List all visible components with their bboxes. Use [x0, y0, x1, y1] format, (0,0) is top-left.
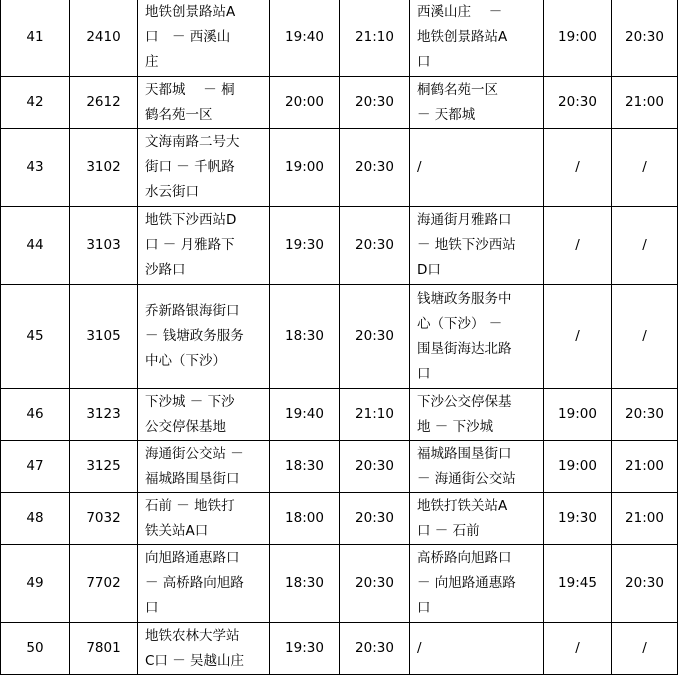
- stop-line: － 地铁下沙西站: [417, 237, 516, 253]
- stop-line: 海通街月雅路口: [417, 212, 512, 228]
- stop-line: 口: [417, 365, 431, 382]
- stop-line: 海通街公交站 －: [145, 445, 244, 462]
- table-body: [1, 0, 678, 675]
- table-row: [1, 129, 678, 207]
- direction2-stops: [410, 129, 544, 207]
- stop-line: 石前 － 地铁打: [145, 497, 235, 514]
- row-number: 50: [1, 623, 70, 675]
- direction1-end-time: 20:30: [340, 207, 410, 285]
- stop-line: 下沙城 － 下沙: [145, 393, 235, 410]
- direction2-start-time: /: [544, 129, 612, 207]
- stop-line: 鹤名苑一区: [145, 106, 213, 123]
- route-number: 3123: [70, 389, 138, 441]
- stop-line: － 高桥路向旭路: [145, 575, 244, 591]
- stop-line: － 海通街公交站: [417, 470, 516, 487]
- direction2-stops: [410, 207, 544, 285]
- direction2-end-time: /: [612, 129, 678, 207]
- direction1-end-time: 21:10: [340, 389, 410, 441]
- direction1-stops: [138, 389, 270, 441]
- direction1-stops: [138, 493, 270, 545]
- direction1-start-time: 18:00: [270, 493, 340, 545]
- row-number: 44: [1, 207, 70, 285]
- direction2-end-time: 21:00: [612, 441, 678, 493]
- stop-line: 口 － 月雅路下: [145, 237, 235, 253]
- direction1-stops: [138, 623, 270, 675]
- direction2-stops: [410, 389, 544, 441]
- direction2-stops: [410, 441, 544, 493]
- direction1-stops: [138, 207, 270, 285]
- row-number: 48: [1, 493, 70, 545]
- direction2-start-time: /: [544, 285, 612, 389]
- stop-line: 地铁创景路站A: [417, 29, 508, 45]
- route-number: 3103: [70, 207, 138, 285]
- table-row: [1, 285, 678, 389]
- direction2-start-time: /: [544, 623, 612, 675]
- direction2-start-time: 19:00: [544, 389, 612, 441]
- stop-line: 地铁农林大学站: [145, 627, 240, 644]
- stop-line: 地 － 下沙城: [417, 418, 494, 435]
- direction2-stops: [410, 285, 544, 389]
- stop-line: － 钱塘政务服务: [145, 328, 244, 344]
- stop-line: 下沙公交停保基: [417, 393, 512, 410]
- direction2-end-time: 21:00: [612, 493, 678, 545]
- row-number: 45: [1, 285, 70, 389]
- direction2-stops: [410, 623, 544, 675]
- table-row: [1, 0, 678, 77]
- direction2-end-time: 20:30: [612, 389, 678, 441]
- stop-line: 水云街口: [145, 184, 199, 200]
- stop-line: 心（下沙） －: [417, 315, 503, 332]
- stop-line: 铁关站A口: [145, 522, 209, 539]
- stop-line: 福城路围垦街口: [145, 470, 240, 487]
- direction2-stops: [410, 493, 544, 545]
- stop-line: 围垦街海达北路: [417, 340, 512, 357]
- stop-line: 福城路围垦街口: [417, 445, 512, 462]
- stop-line: 中心（下沙）: [145, 353, 226, 369]
- stop-line: 口: [417, 600, 431, 616]
- direction1-start-time: 19:30: [270, 623, 340, 675]
- direction2-start-time: 19:30: [544, 493, 612, 545]
- direction1-start-time: 19:00: [270, 129, 340, 207]
- stop-line: 地铁打铁关站A: [417, 497, 508, 514]
- direction2-start-time: 19:45: [544, 545, 612, 623]
- table-row: [1, 207, 678, 285]
- direction2-end-time: 20:30: [612, 545, 678, 623]
- direction1-start-time: 19:40: [270, 389, 340, 441]
- direction1-end-time: 21:10: [340, 0, 410, 77]
- direction1-start-time: 19:40: [270, 0, 340, 77]
- direction2-end-time: 21:00: [612, 77, 678, 129]
- direction1-end-time: 20:30: [340, 285, 410, 389]
- stop-line: 钱塘政务服务中: [417, 290, 512, 307]
- table-row: [1, 77, 678, 129]
- direction1-end-time: 20:30: [340, 545, 410, 623]
- direction1-end-time: 20:30: [340, 129, 410, 207]
- stop-line: 口 － 石前: [417, 522, 480, 539]
- direction2-start-time: 20:30: [544, 77, 612, 129]
- stop-line: 桐鹤名苑一区: [417, 81, 498, 98]
- stop-line: 天都城 － 桐: [145, 81, 235, 98]
- direction1-end-time: 20:30: [340, 441, 410, 493]
- stop-line: 公交停保基地: [145, 418, 226, 435]
- route-number: 2612: [70, 77, 138, 129]
- table-row: [1, 441, 678, 493]
- direction1-stops: [138, 129, 270, 207]
- stop-line: C口 － 吴越山庄: [145, 652, 245, 669]
- direction1-stops: [138, 441, 270, 493]
- direction1-stops: [138, 77, 270, 129]
- route-number: 7702: [70, 545, 138, 623]
- route-number: 2410: [70, 0, 138, 77]
- direction2-end-time: /: [612, 623, 678, 675]
- row-number: 41: [1, 0, 70, 77]
- direction1-end-time: 20:30: [340, 623, 410, 675]
- stop-line: /: [417, 159, 422, 175]
- stop-line: 地铁创景路站A: [145, 4, 236, 20]
- stop-line: 文海南路二号大: [145, 134, 240, 150]
- direction1-start-time: 18:30: [270, 441, 340, 493]
- direction1-start-time: 18:30: [270, 285, 340, 389]
- table-row: [1, 545, 678, 623]
- route-number: 7032: [70, 493, 138, 545]
- direction1-end-time: 20:30: [340, 77, 410, 129]
- stop-line: 高桥路向旭路口: [417, 550, 512, 566]
- direction1-start-time: 19:30: [270, 207, 340, 285]
- direction2-end-time: 20:30: [612, 0, 678, 77]
- route-number: 3105: [70, 285, 138, 389]
- direction1-stops: [138, 0, 270, 77]
- row-number: 43: [1, 129, 70, 207]
- stop-line: 西溪山庄 －: [417, 4, 503, 20]
- stop-line: 口 － 西溪山: [145, 29, 231, 45]
- stop-line: 乔新路银海街口: [145, 303, 240, 319]
- table-row: [1, 493, 678, 545]
- direction1-start-time: 18:30: [270, 545, 340, 623]
- stop-line: /: [417, 640, 422, 656]
- row-number: 49: [1, 545, 70, 623]
- route-number: 3125: [70, 441, 138, 493]
- direction2-stops: [410, 0, 544, 77]
- direction2-end-time: /: [612, 285, 678, 389]
- direction1-end-time: 20:30: [340, 493, 410, 545]
- direction1-stops: [138, 545, 270, 623]
- direction1-start-time: 20:00: [270, 77, 340, 129]
- direction2-start-time: /: [544, 207, 612, 285]
- stop-line: 口: [417, 54, 431, 70]
- row-number: 46: [1, 389, 70, 441]
- stop-line: 口: [145, 600, 159, 616]
- stop-line: 庄: [145, 54, 159, 70]
- stop-line: － 天都城: [417, 106, 476, 123]
- stop-line: 沙路口: [145, 262, 186, 278]
- stop-line: 向旭路通惠路口: [145, 550, 240, 566]
- stop-line: D口: [417, 262, 441, 278]
- row-number: 42: [1, 77, 70, 129]
- stop-line: － 向旭路通惠路: [417, 575, 516, 591]
- direction2-stops: [410, 545, 544, 623]
- route-number: 3102: [70, 129, 138, 207]
- direction2-end-time: /: [612, 207, 678, 285]
- direction2-start-time: 19:00: [544, 0, 612, 77]
- table-row: [1, 623, 678, 675]
- table-row: [1, 389, 678, 441]
- stop-line: 街口 － 千帆路: [145, 159, 235, 175]
- direction2-start-time: 19:00: [544, 441, 612, 493]
- direction2-stops: [410, 77, 544, 129]
- direction1-stops: [138, 285, 270, 389]
- route-number: 7801: [70, 623, 138, 675]
- row-number: 47: [1, 441, 70, 493]
- stop-line: 地铁下沙西站D: [145, 212, 237, 228]
